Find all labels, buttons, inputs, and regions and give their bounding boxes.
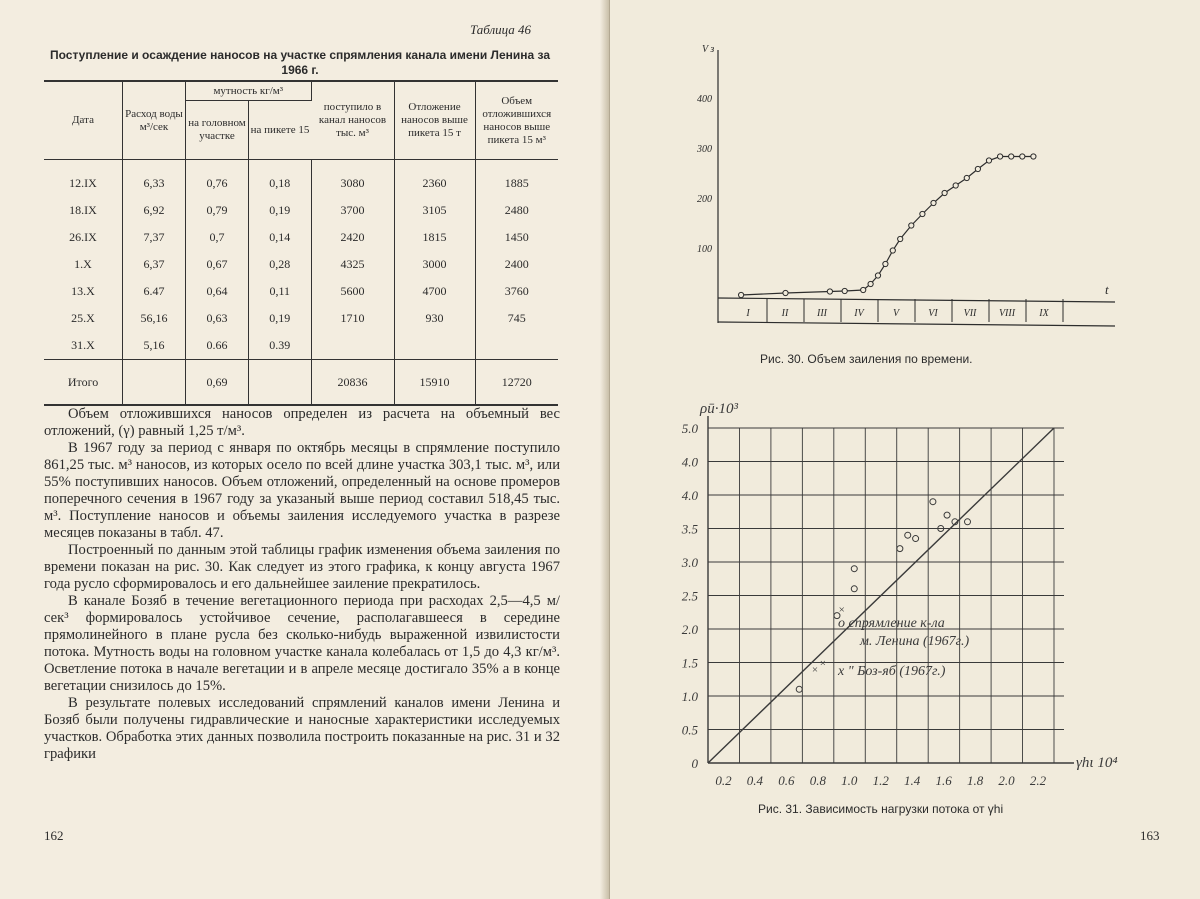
table-cell: 31.X	[44, 332, 123, 360]
y-tick-label: 1.0	[681, 689, 698, 704]
table-cell: 0,7	[186, 224, 249, 251]
table-cell: 0.39	[249, 332, 312, 360]
month-label: VIII	[998, 308, 1016, 319]
total-cell: 12720	[475, 360, 558, 406]
table-cell: 1450	[504, 230, 529, 244]
col-date: Дата	[44, 81, 123, 160]
scatter-point-cross: ×	[811, 664, 819, 677]
y-tick-label: 4.0	[681, 454, 698, 470]
total-cell	[123, 360, 186, 406]
table-cell: 4325	[311, 251, 394, 278]
col-volume: Объем отложившихся наносов выше пикета 15 м³	[475, 81, 558, 160]
legend-entry: x " Боз-яб (1967г.)	[838, 664, 946, 679]
y-tick-label: 0.5	[681, 722, 698, 738]
paragraph: В 1967 году за период с января по октябрь месяцы в спрямление поступило 861,25 тыс. м³ наносов, из которых осело по всей длине участка 303,1 тыс. м³, или 55% поступивших наносов. Объем отложений, определенный на основе промеров поперечного сечения в 1967 году за указаный выше период составил 518,45 тыс. м³. Поступление наносов и объемы заиления исследуемого участка в разрезе месяцев показаны в табл. 47.	[44, 440, 560, 541]
table-cell: 3760	[504, 284, 529, 298]
table-cell: 6.47	[123, 278, 186, 305]
total-row	[44, 360, 558, 406]
table-cell: 2480	[504, 203, 529, 217]
data-point	[783, 290, 788, 295]
data-point	[920, 211, 925, 216]
figure-31-caption: Рис. 31. Зависимость нагрузки потока от γhi	[758, 802, 1004, 816]
total-cell: Итого	[44, 360, 123, 406]
table-cell: 3000	[394, 251, 475, 278]
data-point	[890, 248, 895, 253]
table-cell: 26.IX	[44, 224, 123, 251]
table-cell: 0,19	[249, 305, 312, 332]
table-cell: 4700	[394, 278, 475, 305]
col-turbidity: мутность кг/м³	[186, 81, 312, 101]
data-point	[827, 289, 832, 294]
figure-31-chart	[660, 395, 1200, 800]
data-point	[739, 292, 744, 297]
x-tick-label: 1.6	[935, 773, 952, 788]
table-cell: 2420	[311, 224, 394, 251]
data-point	[986, 158, 991, 163]
data-point	[953, 183, 958, 188]
table-cell: 3080	[311, 160, 394, 198]
data-point	[898, 236, 903, 241]
table-cell	[475, 332, 558, 360]
total-cell: 0,69	[186, 360, 249, 406]
scatter-point-circle	[905, 532, 911, 538]
month-label: IX	[1039, 308, 1049, 319]
y-tick-label: 3.0	[681, 555, 698, 570]
figure-30-chart	[690, 30, 1150, 360]
sediment-table	[44, 80, 558, 406]
x-tick-label: 2.0	[998, 773, 1015, 788]
month-band-line	[718, 322, 1115, 326]
data-point	[998, 154, 1003, 159]
y-tick-label: 2.5	[681, 588, 698, 604]
scatter-point-circle	[944, 512, 950, 518]
table-row	[44, 278, 558, 305]
table-caption: Поступление и осаждение наносов на участке спрямления канала имени Ленина за 1966 г.	[50, 48, 550, 77]
table-cell: 0,64	[186, 278, 249, 305]
body-text	[44, 406, 560, 763]
table-cell: 6,92	[123, 197, 186, 224]
col-inflow: поступило в канал наносов тыс. м³	[311, 81, 394, 160]
x-axis-label: t	[1105, 282, 1109, 297]
table-cell: 3105	[394, 197, 475, 224]
table-cell: 0,11	[249, 278, 312, 305]
table-row	[44, 251, 558, 278]
table-cell	[311, 332, 394, 360]
scatter-point-circle	[965, 519, 971, 525]
table-cell: 6,37	[123, 251, 186, 278]
x-axis-label: γhι 10⁴	[1076, 755, 1118, 771]
month-label: IV	[854, 308, 864, 319]
x-tick-label: 1.8	[966, 773, 984, 788]
paragraph: Объем отложившихся наносов определен из расчета на объемный вес отложений, (γ) равный 1,25 т/м³.	[44, 406, 560, 439]
page-number-right: 163	[1140, 828, 1160, 843]
data-point	[964, 175, 969, 180]
volume-line	[741, 157, 1033, 296]
x-axis	[718, 298, 1115, 302]
table-row	[44, 332, 558, 360]
table-cell: 0,28	[249, 251, 312, 278]
table-row	[44, 160, 558, 198]
table-cell: 0,67	[186, 251, 249, 278]
legend-entry: o спрямление к-ла	[838, 616, 945, 631]
data-point	[1009, 154, 1014, 159]
table-row	[44, 305, 558, 332]
table-cell: 1710	[311, 305, 394, 332]
col-flow: Расход воды м³/сек	[123, 81, 186, 160]
table-cell: 1.X	[44, 251, 123, 278]
table-cell: 2360	[394, 160, 475, 198]
scatter-point-cross: ×	[819, 657, 826, 670]
x-tick-label: 2.2	[1029, 773, 1047, 788]
month-label: III	[817, 308, 827, 319]
data-point	[868, 281, 873, 286]
page-number-left: 162	[44, 828, 64, 843]
table-cell: 7,37	[123, 224, 186, 251]
paragraph: В канале Бозяб в течение вегетационного периода при расходах 2,5—4,5 м/сек³ формировалось устойчивое сечение, располагавшееся в середине прямолинейного в плане русла без сколько-нибудь выраженной извилистости потока. Мутность воды на головном участке канала колебалась от 1,5 до 4,3 кг/м³. Осветление потока в начале вегетации и в апреле месяце достигало 35% а в конце вегетации снизилось до 15%.	[44, 593, 560, 694]
paragraph: Построенный по данным этой таблицы график изменения объема заиления по времени показан на рис. 30. Как следует из этого графика, к концу августа 1967 года русло сформировалось и его дальнейшее заиление прекратилось.	[44, 542, 560, 592]
scatter-point-circle	[913, 536, 919, 542]
col-turb-head: на головном участке	[186, 101, 249, 160]
table-cell: 0,63	[186, 305, 249, 332]
scatter-point-circle	[851, 586, 857, 592]
y-tick-label: 5.0	[681, 421, 698, 436]
table-cell: 0,76	[186, 160, 249, 198]
figure-30-caption: Рис. 30. Объем заиления по времени.	[760, 352, 973, 366]
x-tick-label: 1.2	[872, 773, 889, 788]
month-label: VII	[963, 308, 977, 319]
data-point	[861, 287, 866, 292]
y-axis-label: ρū·10³	[700, 401, 738, 417]
scatter-point-circle	[796, 686, 802, 692]
y-tick-label: 0	[691, 756, 698, 771]
table-cell: 0,14	[249, 224, 312, 251]
col-deposit: Отложение наносов выше пикета 15 т	[394, 81, 475, 160]
table-cell: 745	[507, 311, 526, 325]
data-point	[931, 200, 936, 205]
x-tick-label: 1.0	[841, 773, 858, 788]
y-tick-label: 400	[697, 94, 712, 105]
table-body	[44, 160, 558, 360]
data-point	[842, 288, 847, 293]
data-point	[1020, 154, 1025, 159]
paragraph: В результате полевых исследований спрямлений каналов имени Ленина и Бозяб были получены гидравлические и наносные характеристики исследуемых участков. Обработка этих данных позволила построить показанные на рис. 31 и 32 графики	[44, 695, 560, 762]
x-tick-label: 0.2	[715, 773, 732, 788]
data-point	[909, 223, 914, 228]
table-cell: 0.66	[186, 332, 249, 360]
y-tick-label: 4.0	[681, 488, 698, 503]
y-tick-label: 3.5	[681, 521, 698, 537]
month-label: II	[781, 308, 789, 319]
table-cell: 1815	[394, 224, 475, 251]
table-cell: 1885	[504, 176, 529, 190]
table-label: Таблица 46	[470, 22, 532, 37]
table-row	[44, 197, 558, 224]
table-cell: 25.X	[44, 305, 123, 332]
total-cell: 15910	[394, 360, 475, 406]
table-cell: 13.X	[44, 278, 123, 305]
table-cell: 0,79	[186, 197, 249, 224]
data-point	[975, 166, 980, 171]
table-cell: 18.IX	[44, 197, 123, 224]
table-cell: 0,18	[249, 160, 312, 198]
scatter-point-circle	[897, 546, 903, 552]
total-cell	[249, 360, 312, 406]
table-cell: 5600	[311, 278, 394, 305]
table-cell	[394, 332, 475, 360]
legend-entry: м. Ленина (1967г.)	[860, 634, 970, 649]
table-cell: 0,19	[249, 197, 312, 224]
data-point	[875, 273, 880, 278]
right-page	[610, 0, 1200, 899]
scatter-point-cross: ×	[838, 603, 845, 616]
x-tick-label: 0.4	[746, 773, 764, 788]
table-cell: 12.IX	[44, 160, 123, 198]
total-cell: 20836	[311, 360, 394, 406]
table-cell: 6,33	[123, 160, 186, 198]
data-point	[1031, 154, 1036, 159]
table-cell: 5,16	[123, 332, 186, 360]
y-tick-label: 1.5	[681, 655, 698, 671]
scatter-point-circle	[851, 566, 857, 572]
table-row	[44, 224, 558, 251]
data-point	[942, 190, 947, 195]
table-cell: 56,16	[123, 305, 186, 332]
y-tick-label: 2.0	[681, 622, 698, 637]
col-turb-picket: на пикете 15	[249, 101, 312, 160]
scatter-point-circle	[930, 499, 936, 505]
y-tick-label: 200	[697, 194, 712, 205]
table-cell: 3700	[311, 197, 394, 224]
month-label: V	[892, 308, 900, 319]
x-tick-label: 0.6	[778, 773, 795, 788]
table-cell: 2400	[504, 257, 529, 271]
y-tick-label: 300	[697, 144, 712, 155]
month-label: VI	[928, 308, 938, 319]
table-cell: 930	[394, 305, 475, 332]
data-point	[883, 261, 888, 266]
y-axis-label: V з	[702, 44, 715, 55]
x-tick-label: 1.4	[904, 773, 921, 788]
y-tick-label: 100	[697, 244, 712, 255]
month-label: I	[746, 308, 750, 319]
x-tick-label: 0.8	[809, 773, 826, 788]
